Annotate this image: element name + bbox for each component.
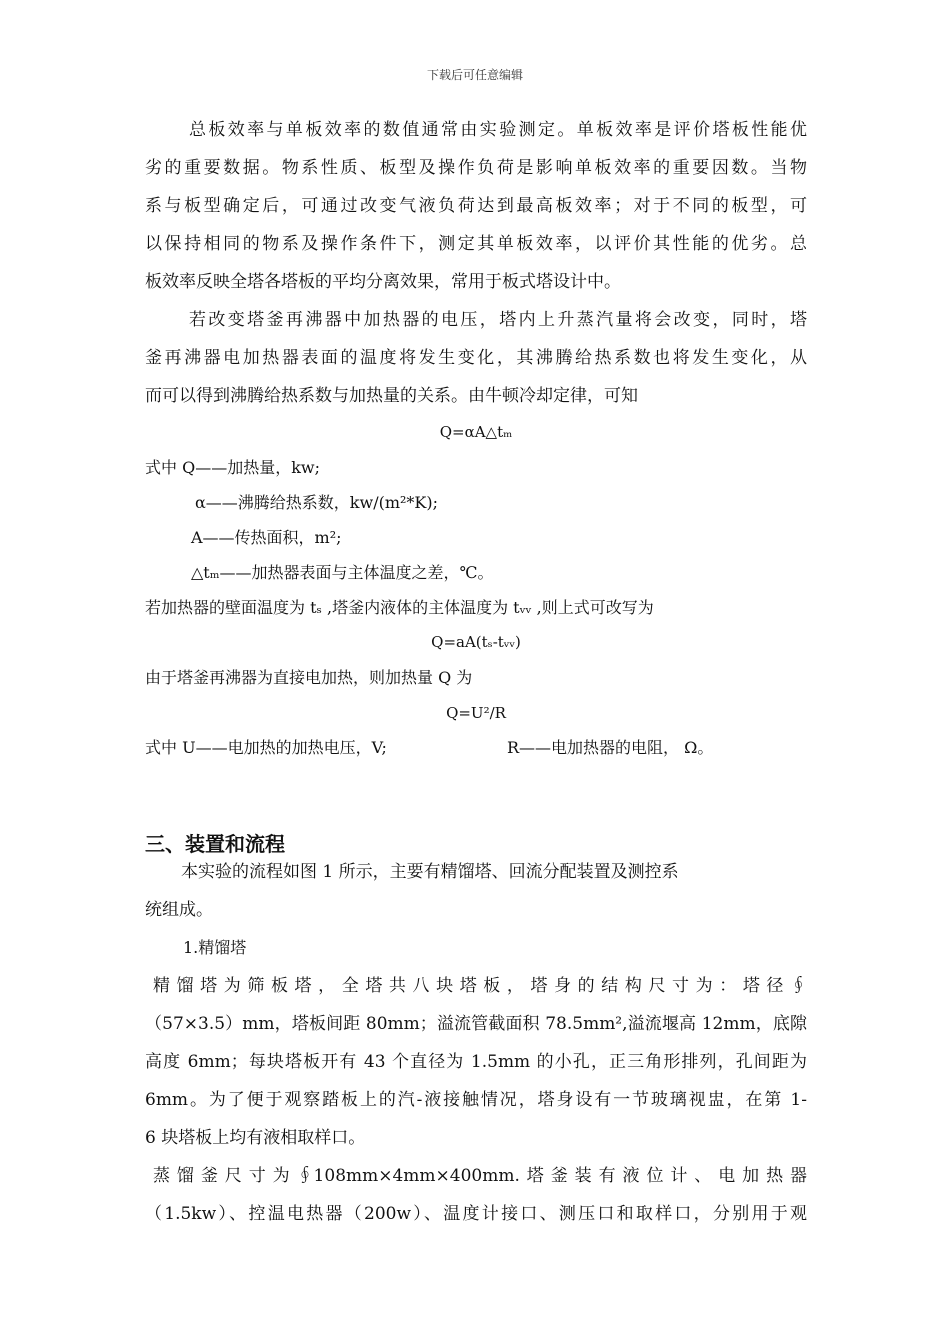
para1-line-2: 劣的重要数据。物系性质、板型及操作负荷是影响单板效率的重要因数。当物 xyxy=(145,158,807,178)
formula-1: Q=αA△tₘ xyxy=(439,423,513,441)
def-u: 式中 U——电加热的加热电压，V; xyxy=(145,738,387,757)
para4-line-2: （57×3.5）mm，塔板间距 80mm；溢流管截面积 78.5mm²,溢流堰高 12mm，底隙 xyxy=(145,1014,807,1034)
line-direct-heat: 由于塔釜再沸器为直接电加热，则加热量 Q 为 xyxy=(145,668,473,687)
def-r: R——电加热器的电阻， Ω。 xyxy=(507,738,714,757)
para2-line-1: 若改变塔釜再沸器中加热器的电压，塔内上升蒸汽量将会改变，同时，塔 xyxy=(189,310,807,330)
section-title: 三、装置和流程 xyxy=(145,832,285,856)
def-q: 式中 Q——加热量，kw; xyxy=(145,458,320,477)
para1-line-3: 系与板型确定后，可通过改变气液负荷达到最高板效率；对于不同的板型，可 xyxy=(145,196,807,216)
para4-line-5: 6 块塔板上均有液相取样口。 xyxy=(145,1128,366,1148)
formula-2: Q=aA(tₛ-tᵥᵥ) xyxy=(431,633,521,651)
page-header: 下载后可任意编辑 xyxy=(426,68,523,82)
para1-line-4: 以保持相同的物系及操作条件下，测定其单板效率，以评价其性能的优劣。总 xyxy=(145,234,807,254)
para1-line-5: 板效率反映全塔各塔板的平均分离效果，常用于板式塔设计中。 xyxy=(145,272,621,292)
para2-line-2: 釜再沸器电加热器表面的温度将发生变化，其沸腾给热系数也将发生变化，从 xyxy=(145,348,807,368)
para4-line-1: 精馏塔为筛板塔，全塔共八块塔板，塔身的结构尺寸为：塔径∮ xyxy=(153,976,807,996)
def-dtm: △tₘ——加热器表面与主体温度之差，℃。 xyxy=(191,563,494,582)
para2-line-3: 而可以得到沸腾给热系数与加热量的关系。由牛顿冷却定律，可知 xyxy=(145,386,638,406)
para5-line-1: 蒸馏釜尺寸为∮108mm×4mm×400mm.塔釜装有液位计、电加热器 xyxy=(153,1166,807,1186)
para5-line-2: （1.5kw）、控温电热器（200w）、温度计接口、测压口和取样口，分别用于观 xyxy=(145,1204,807,1224)
line-ts: 若加热器的壁面温度为 tₛ ,塔釜内液体的主体温度为 tᵥᵥ ,则上式可改写为 xyxy=(145,598,654,617)
para4-line-3: 高度 6mm；每块塔板开有 43 个直径为 1.5mm 的小孔，正三角形排列，孔间距为 xyxy=(145,1052,807,1072)
para3-line-1: 本实验的流程如图 1 所示，主要有精馏塔、回流分配装置及测控系 xyxy=(181,862,679,882)
def-alpha: α——沸腾给热系数，kw/(m²*K); xyxy=(195,493,439,512)
formula-3: Q=U²/R xyxy=(446,704,506,722)
para3-line-2: 统组成。 xyxy=(145,900,213,920)
para1-line-1: 总板效率与单板效率的数值通常由实验测定。单板效率是评价塔板性能优 xyxy=(189,120,807,140)
para4-line-4: 6mm。为了便于观察踏板上的汽-液接触情况，塔身设有一节玻璃视盅，在第 1- xyxy=(145,1090,807,1110)
subhead-column: 1.精馏塔 xyxy=(183,938,247,957)
def-a: A——传热面积，m²; xyxy=(191,528,342,547)
